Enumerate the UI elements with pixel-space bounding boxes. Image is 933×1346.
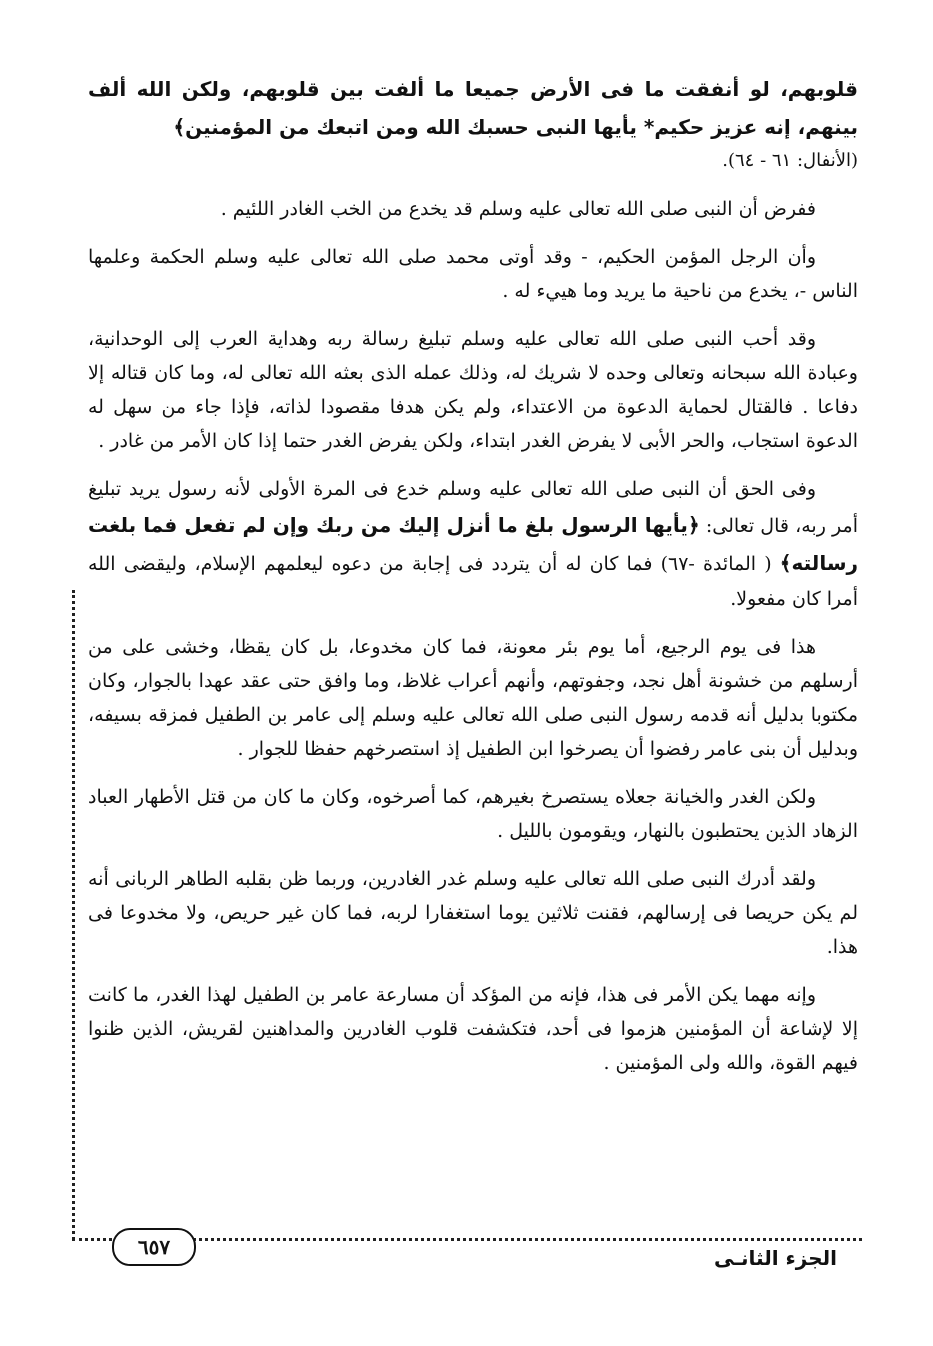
- verse-after: ( المائدة -٦٧) فما كان له أن يتردد فى إجابة من دعوه ليعلمهم الإسلام، وليقضى الله أمرا كان مفعولا.: [88, 553, 858, 610]
- paragraph-4-text: وفى الحق أن النبى صلى الله تعالى عليه وسلم خدع فى المرة الأولى لأنه رسول يريد تبليغ أمر ربه، قال تعالى:: [88, 478, 858, 537]
- verse-text: ﴿يأيها الرسول بلغ ما أنزل إليك من ربك وإن لم تفعل فما بلغت رسالته﴾: [88, 513, 859, 575]
- paragraph-7: ولقد أدرك النبى صلى الله تعالى عليه وسلم غدر الغادرين، وربما ظن بقلبه الطاهر الربانى أنه لم يكن حريصا فى إرسالهم، فقنت ثلاثين يوما استغفارا لربه، فما كان غير حريص، ولا مخدوعا فى هذا.: [88, 868, 858, 958]
- body-text: [88, 70, 858, 1094]
- paragraph-1: ففرض أن النبى صلى الله تعالى عليه وسلم قد يخدع من الخب الغادر اللئيم .: [220, 198, 816, 220]
- paragraph-8: وإنه مهما يكن الأمر فى هذا، فإنه من المؤكد أن مسارعة عامر بن الطفيل لهذا الغدر، ما كانت إلا لإشاعة أن المؤمنين هزموا فى أحد، فتكشفت قلوب الغادرين والمداهنين لقريش، الذين ظنوا فيهم القوة، والله ولى المؤمنين .: [88, 984, 859, 1074]
- paragraph-5: هذا فى يوم الرجيع، أما يوم بئر معونة، فما كان مخدوعا، بل كان يقظا، وخشى على من أرسلهم من خشونة أهل نجد، وجفوتهم، وأنهم أعراب غلاظ، وما وافق حتى عقد عهدا بالجوار، وكان مكتوبا بدليل أنه قدمه رسول النبى صلى الله تعالى عليه وسلم إلى عامر بن الطفيل فمزقه بسيفه، وبدليل أن بنى عامر رفضوا أن يصرخوا ابن الطفيل إذ استصرخهم حفظا للجوار .: [88, 636, 858, 760]
- paragraph-2: وأن الرجل المؤمن الحكيم، - وقد أوتى محمد صلى الله تعالى عليه وسلم الحكمة وعلمها الناس -، يخدع من ناحية ما يريد وما هييء له .: [88, 246, 858, 302]
- paragraph-4: [88, 472, 858, 616]
- margin-border: [72, 590, 75, 1240]
- part-label: الجزء الثانـى: [713, 1246, 837, 1270]
- paragraph-6: ولكن الغدر والخيانة جعلاه يستصرخ بغيرهم، كما أصرخوه، وكان ما كان من قتل الأطهار العباد الزهاد الذين يحتطبون بالنهار، ويقومون بالليل .: [88, 786, 858, 842]
- quote-reference: (الأنفال: ٦١ - ٦٤).: [722, 150, 858, 171]
- page-number: ٦٥٧: [112, 1228, 196, 1266]
- paragraph-3: وقد أحب النبى صلى الله تعالى عليه وسلم تبليغ رسالة ربه وهداية العرب إلى الوحدانية، وعبادة الله سبحانه وتعالى وحده لا شريك له، وذلك عمله الذى بعثه الله تعالى له، وما كان قتاله إلا دفاعا . فالقتال لحماية الدعوة من الاعتداء، ولم يكن هدفا مقصودا لذاته، فإذا جاء من سهل له الدعوة استجاب، والحر الأبى لا يفرض الغدر ابتداء، ولكن يفرض الغدر حتما إذا كان الأمر من غادر .: [88, 328, 858, 452]
- quran-quote: قلوبهم، لو أنفقت ما فى الأرض جميعا ما ألفت بين قلوبهم، ولكن الله ألف بينهم، إنه عزيز حكيم* يأيها النبى حسبك الله ومن اتبعك من المؤمنين﴾: [88, 77, 858, 139]
